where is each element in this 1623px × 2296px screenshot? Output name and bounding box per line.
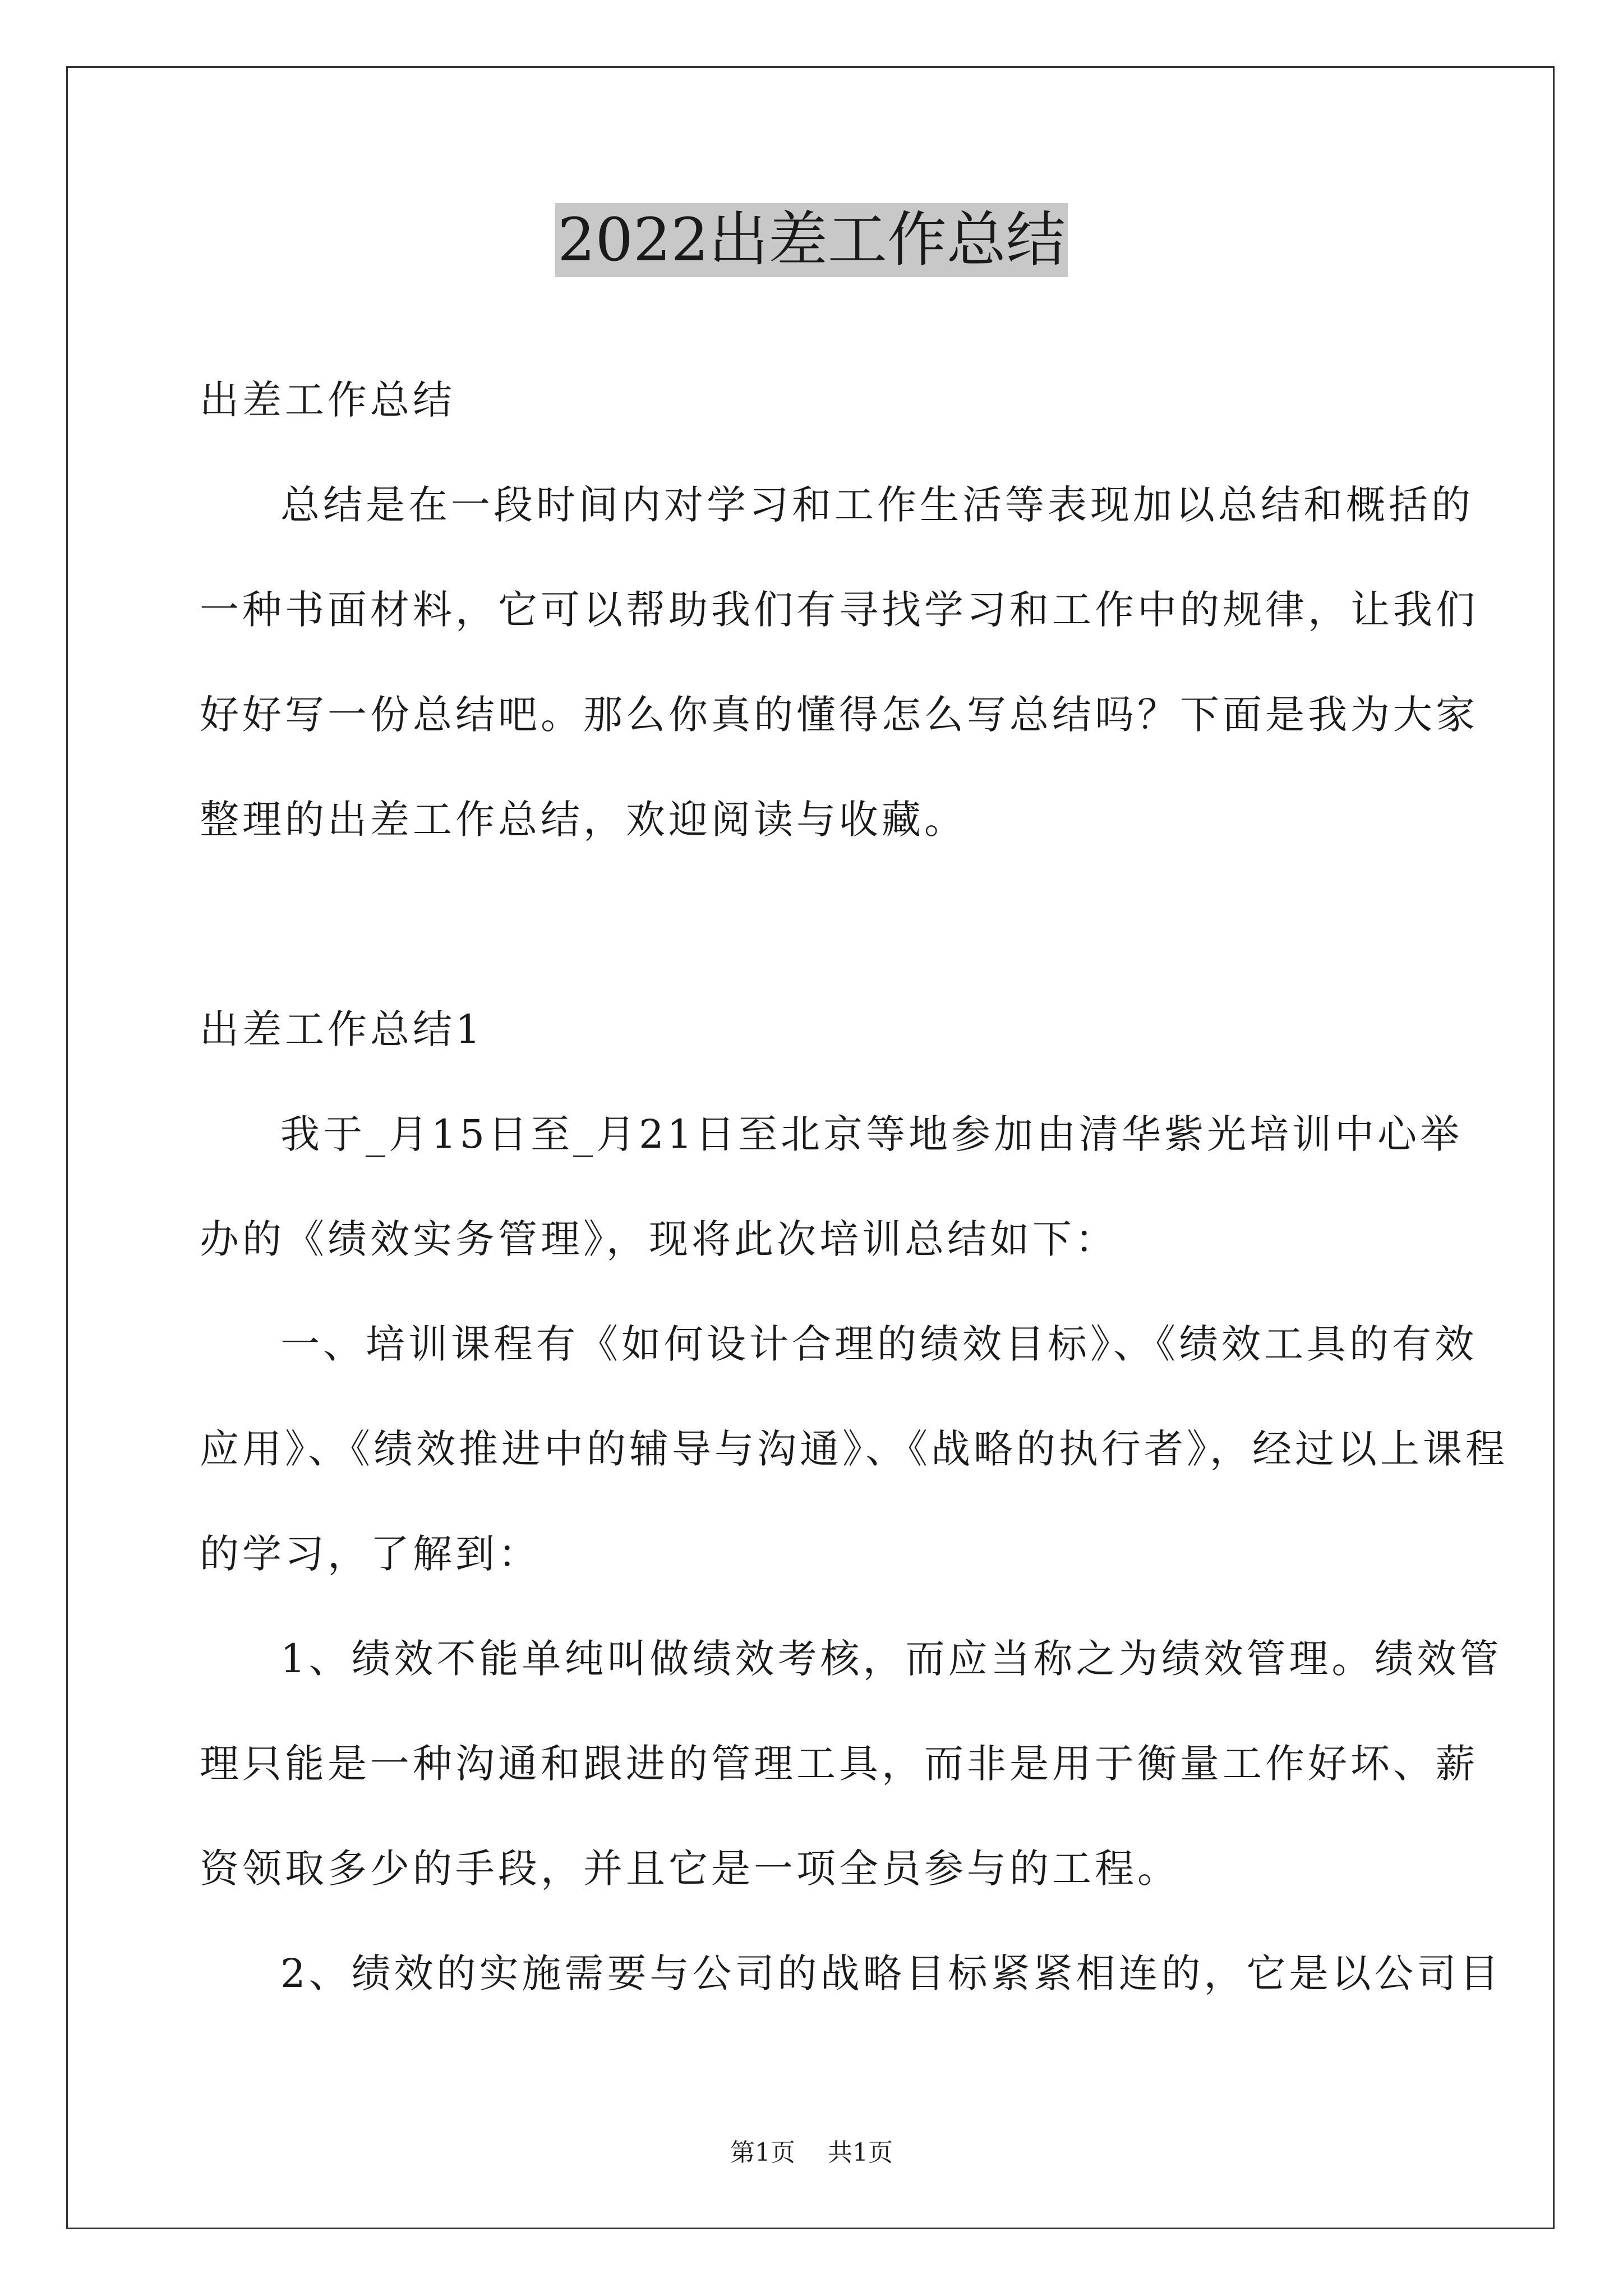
text-line: 应用》、《绩效推进中的辅导与沟通》、《战略的执行者》，经过以上课程 — [200, 1426, 1508, 1472]
text-line: 总结是在一段时间内对学习和工作生活等表现加以总结和概括的 — [280, 482, 1474, 528]
text-line: 整理的出差工作总结，欢迎阅读与收藏。 — [200, 797, 967, 843]
text-line: 1、绩效不能单纯叫做绩效考核，而应当称之为绩效管理。绩效管 — [280, 1636, 1502, 1682]
page-number: 第1页 — [730, 2138, 795, 2167]
text-line: 出差工作总结 — [200, 377, 455, 423]
title-container — [0, 203, 1623, 277]
text-line: 出差工作总结1 — [200, 1006, 484, 1052]
text-line: 的学习，了解到： — [200, 1531, 541, 1577]
text-line: 一、培训课程有《如何设计合理的绩效目标》、《绩效工具的有效 — [280, 1321, 1477, 1367]
text-line: 办的《绩效实务管理》，现将此次培训总结如下： — [200, 1216, 1118, 1262]
text-line: 我于_月15日至_月21日至北京等地参加由清华紫光培训中心举 — [280, 1111, 1463, 1157]
page-total: 共1页 — [828, 2138, 893, 2167]
document-body — [200, 348, 1508, 2026]
text-line: 资领取多少的手段，并且它是一项全员参与的工程。 — [200, 1846, 1180, 1892]
text-line: 好好写一份总结吧。那么你真的懂得怎么写总结吗？下面是我为大家 — [200, 692, 1478, 738]
text-line: 理只能是一种沟通和跟进的管理工具，而非是用于衡量工作好坏、薪 — [200, 1741, 1478, 1787]
blank-line — [200, 872, 1428, 977]
text-line: 一种书面材料，它可以帮助我们有寻找学习和工作中的规律，让我们 — [200, 587, 1478, 633]
page-footer — [0, 2136, 1623, 2170]
text-line: 2、绩效的实施需要与公司的战略目标紧紧相连的，它是以公司目 — [280, 1950, 1502, 1996]
document-title: 2022出差工作总结 — [555, 203, 1068, 277]
